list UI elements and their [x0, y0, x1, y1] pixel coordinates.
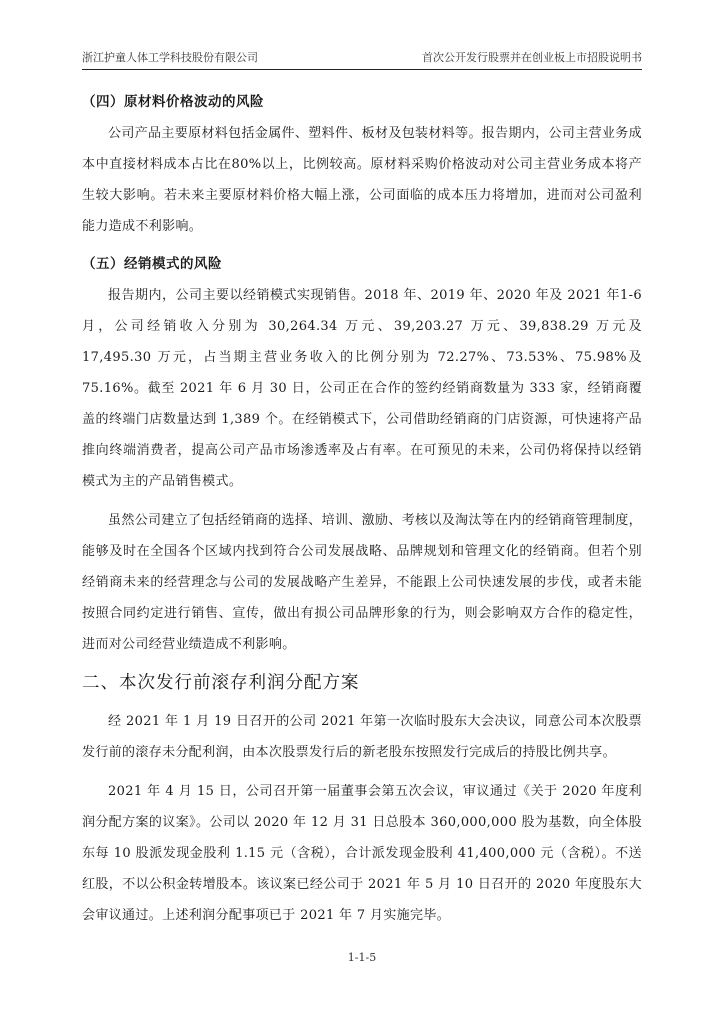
page-number: 1-1-5 [347, 951, 377, 964]
header-company-name: 浙江护童人体工学科技股份有限公司 [82, 51, 258, 64]
paragraph-distribution-model: 报告期内，公司主要以经销模式实现销售。2018 年、2019 年、2020 年及 2021 年1-6 月，公司经销收入分别为 30,264.34 万元、39,203.27 万元、39,838.29 万元及 17,495.30 万元，占当期主营业务收入的比例分别为 72.27%、73.53%、75.98%及 75.16%。截至 2021 年 6 月 30 日，公司正在合作的签约经销商数量为 333 家，经销商覆盖的终端门店数量达到 1,389 个。在经销模式下，公司借助经销商的门店资源，可快速将产品推向终端消费者，提高公司产品市场渗透率及占有率。在可预见的未来，公司仍将保持以经销模式为主的产品销售模式。 [82, 288, 642, 489]
section-heading-distribution-risk: （五）经销模式的风险 [82, 256, 222, 272]
section-heading-raw-material-risk: （四）原材料价格波动的风险 [82, 94, 264, 110]
major-heading-profit-distribution: 二、本次发行前滚存利润分配方案 [82, 673, 360, 693]
paragraph-raw-material-risk: 公司产品主要原材料包括金属件、塑料件、板材及包装材料等。报告期内，公司主营业务成本中直接材料成本占比在80%以上，比例较高。原材料采购价格波动对公司主营业务成本将产生较大影响。若未来主要原材料价格大幅上涨，公司面临的成本压力将增加，进而对公司盈利能力造成不利影响。 [82, 126, 643, 234]
paragraph-dividend-plan: 2021 年 4 月 15 日，公司召开第一届董事会第五次会议，审议通过《关于 2020 年度利润分配方案的议案》。公司以 2020 年 12 月 31 日总股本 360,000,000 股为基数，向全体股东每 10 股派发现金股利 1.15 元（含税），合计派发现金股利 41,400,000 元（含税）。不送红股，不以公积金转增股本。该议案已经公司于 2021 年 5 月 10 日召开的 2020 年度股东大会审议通过。上述利润分配事项已于 2021 年 7 月实施完毕。 [82, 784, 642, 923]
header-document-title: 首次公开发行股票并在创业板上市招股说明书 [422, 51, 642, 64]
page-body [82, 80, 642, 939]
paragraph-distributor-management: 虽然公司建立了包括经销商的选择、培训、激励、考核以及淘汰等在内的经销商管理制度，能够及时在全国各个区域内找到符合公司发展战略、品牌规划和管理文化的经销商。但若个别经销商未来的经营理念与公司的发展战略产生差异，不能跟上公司快速发展的步伐，或者未能按照合同约定进行销售、宣传，做出有损公司品牌形象的行为，则会影响双方合作的稳定性，进而对公司经营业绩造成不利影响。 [82, 513, 643, 652]
paragraph-retained-earnings: 经 2021 年 1 月 19 日召开的公司 2021 年第一次临时股东大会决议，同意公司本次股票发行前的滚存未分配利润，由本次股票发行后的新老股东按照发行完成后的持股比例共享。 [82, 714, 642, 760]
page-header [82, 50, 642, 66]
header-divider [82, 69, 642, 70]
